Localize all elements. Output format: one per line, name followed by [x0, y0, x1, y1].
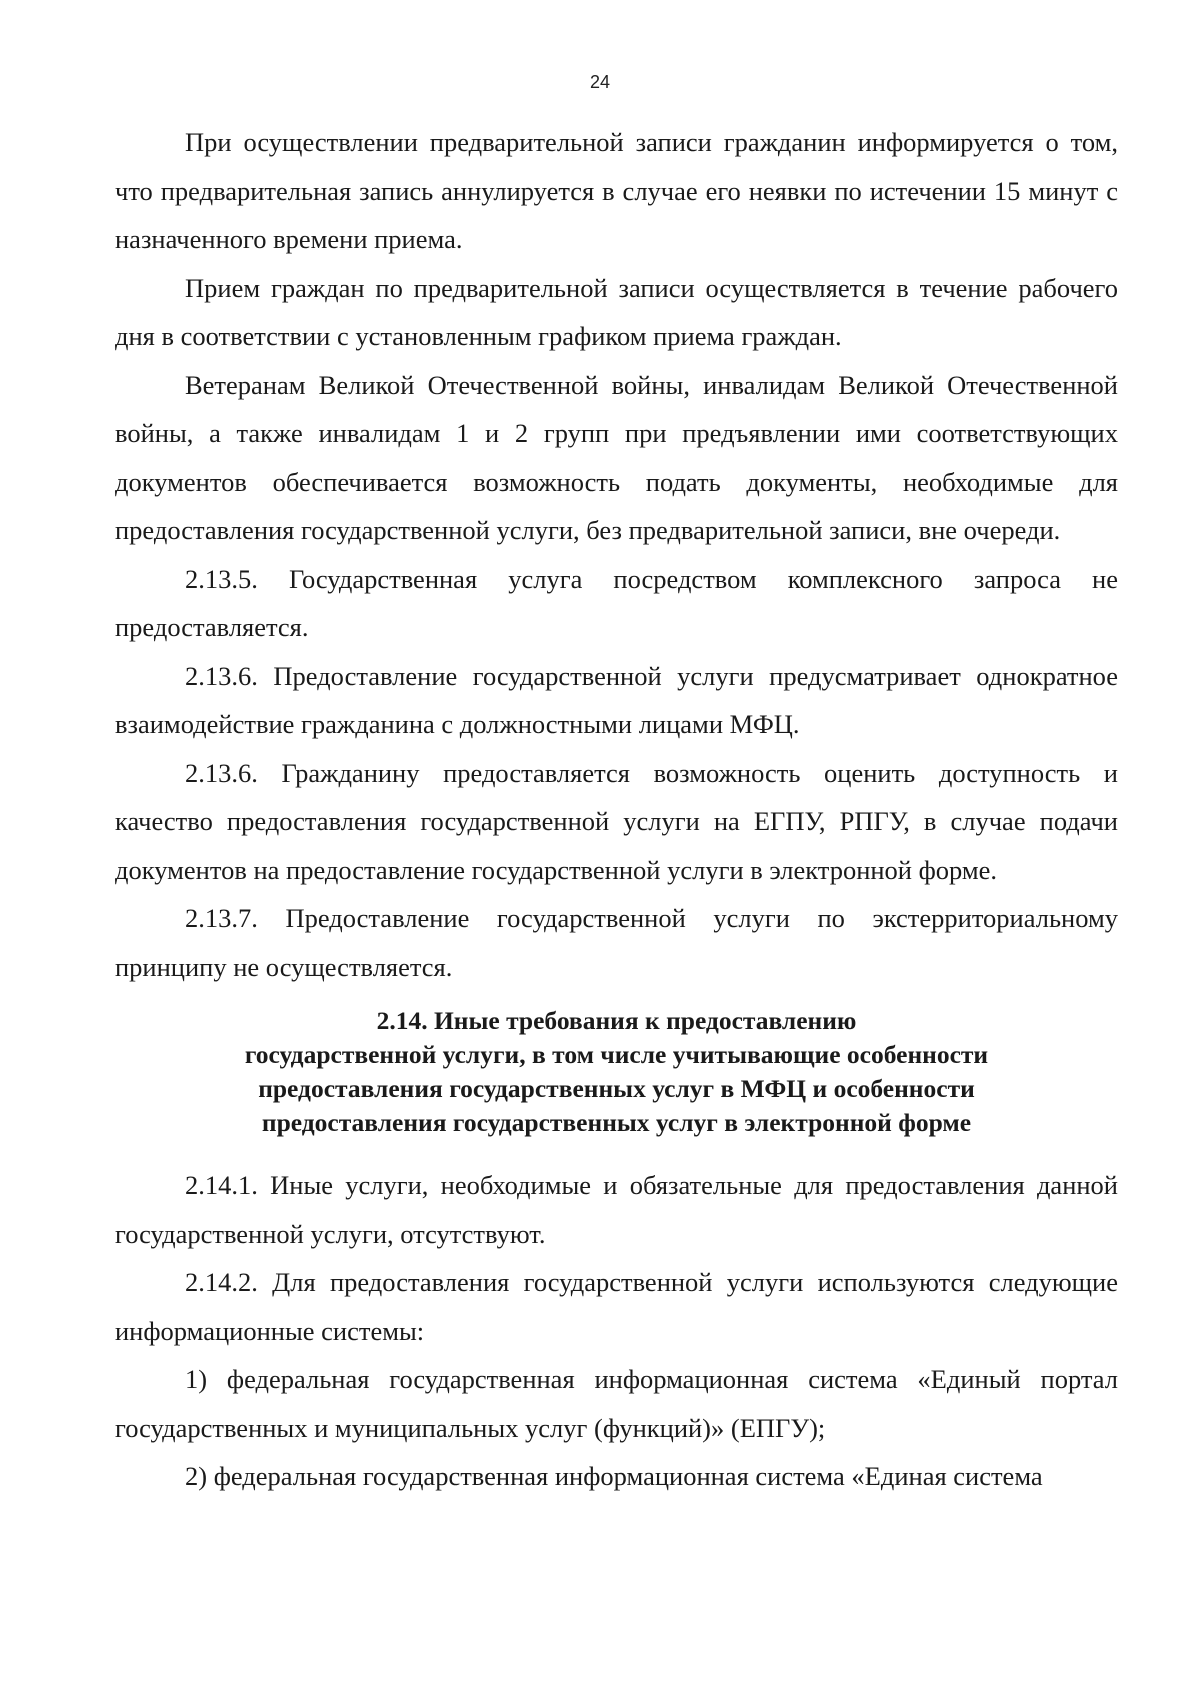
- paragraph-preregistration-schedule: Прием граждан по предварительной записи осуществляется в течение рабочего дня в соответствии с установленным графиком приема граждан.: [115, 272, 1118, 351]
- paragraph-preregistration-notice: При осуществлении предварительной записи гражданин информируется о том, что предварительная запись аннулируется в случае его неявки по истечении 15 минут с назначенного времени приема.: [115, 127, 1118, 254]
- paragraph-2-13-6-evaluation: 2.13.6. Гражданину предоставляется возможность оценить доступность и качество предоставления государственной услуги на ЕГПУ, РПГУ, в случае подачи документов на предоставление государственной услуги в электронной форме.: [115, 757, 1118, 885]
- list-item-esia: 2) федеральная государственная информационная система «Единая система: [185, 1461, 1043, 1491]
- section-heading-line: государственной услуги, в том числе учитывающие особенности: [244, 1040, 989, 1069]
- paragraph-veterans-priority: Ветеранам Великой Отечественной войны, инвалидам Великой Отечественной войны, а также инвалидам 1 и 2 групп при предъявлении ими соответствующих документов обеспечивается возможность подать документы, необходимые для предоставления государственной услуги, без предварительной записи, вне очереди.: [115, 369, 1118, 545]
- list-item-epgu: 1) федеральная государственная информационная система «Единый портал государственных и муниципальных услуг (функций)» (ЕПГУ);: [115, 1364, 1118, 1443]
- section-heading-line: предоставления государственных услуг в МФЦ и особенности: [258, 1074, 975, 1103]
- paragraph-2-14-1: 2.14.1. Иные услуги, необходимые и обязательные для предоставления данной государственной услуги, отсутствуют.: [115, 1170, 1118, 1249]
- paragraph-2-13-7: 2.13.7. Предоставление государственной услуги по экстерриториальному принципу не осуществляется.: [115, 903, 1118, 982]
- paragraph-2-13-5: 2.13.5. Государственная услуга посредством комплексного запроса не предоставляется.: [115, 563, 1118, 642]
- section-heading-line: 2.14. Иные требования к предоставлению: [376, 1006, 857, 1035]
- paragraph-2-14-2: 2.14.2. Для предоставления государственной услуги используются следующие информационные системы:: [115, 1267, 1118, 1346]
- paragraph-2-13-6-interaction: 2.13.6. Предоставление государственной услуги предусматривает однократное взаимодействие гражданина с должностными лицами МФЦ.: [115, 660, 1118, 739]
- page-number: 24: [589, 72, 611, 92]
- section-heading-line: предоставления государственных услуг в электронной форме: [261, 1108, 972, 1137]
- section-heading-2-14: [115, 1004, 1118, 1140]
- document-body: [115, 118, 1118, 1501]
